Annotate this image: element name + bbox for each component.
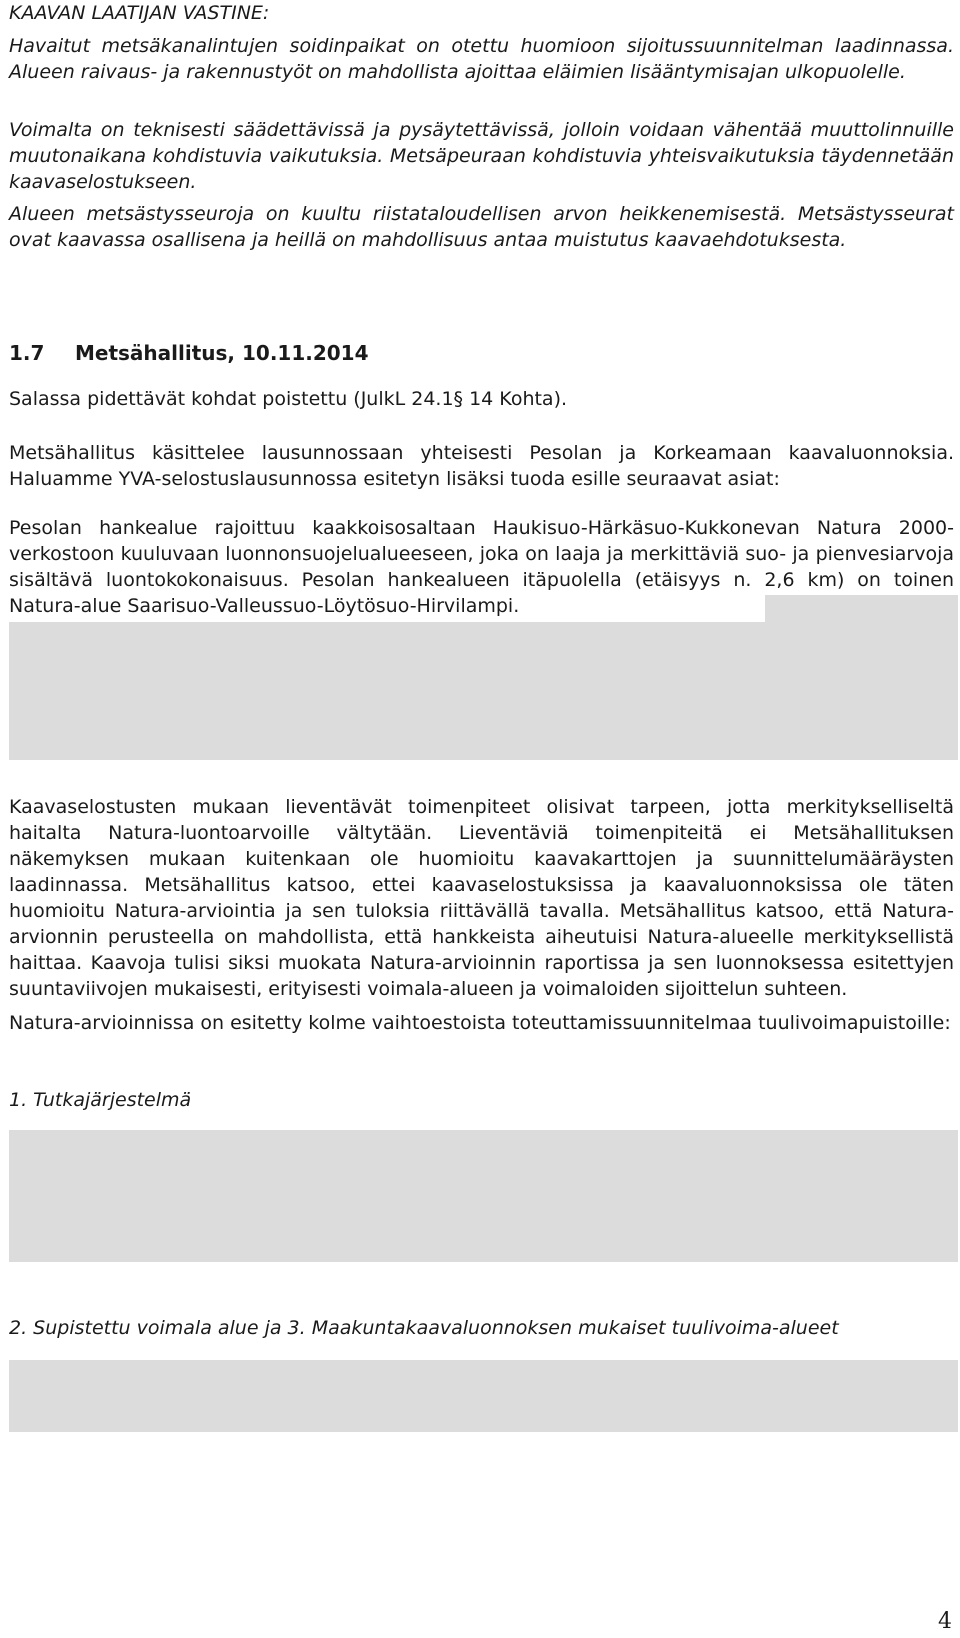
confidential-note: Salassa pidettävät kohdat poistettu (JulkL 24.1§ 14 Kohta).	[9, 388, 568, 410]
reply-paragraph-2: Voimalta on teknisesti säädettävissä ja pysäytettävissä, jolloin voidaan vähentää muuttolinnuille muutonaikana kohdistuvia vaikutuksia. Metsäpeuraan kohdistuvia yhteisvaikutuksia täydennetään kaavaselostukseen.	[9, 119, 954, 193]
page-number: 4	[938, 1609, 952, 1634]
reply-paragraph-1: Havaitut metsäkanalintujen soidinpaikat on otettu huomioon sijoitussuunnitelman laadinnassa. Alueen raivaus- ja rakennustyöt on mahdollista ajoittaa eläimien lisääntymisajan ulkopuolelle.	[9, 35, 954, 83]
redacted-block-3	[9, 1360, 958, 1432]
reply-paragraph-3: Alueen metsästysseuroja on kuultu riistataloudellisen arvon heikkenemisestä. Metsästysseurat ovat kaavassa osallisena ja heillä on mahdollisuus antaa muistutus kaavaehdotuksesta.	[9, 203, 954, 251]
redacted-block-1	[9, 622, 958, 760]
section-heading	[9, 339, 369, 367]
redacted-block-1-tail	[765, 595, 958, 625]
mitigation-paragraph: Kaavaselostusten mukaan lieventävät toimenpiteet olisivat tarpeen, jotta merkitykselliseltä haitalta Natura-luontoarvoille vältytään. Lieventäviä toimenpiteitä ei Metsähallituksen näkemyksen mukaan kuitenkaan ole huomioitu kaavakarttojen ja suunnittelumääräysten laadinnassa. Metsähallitus katsoo, ettei kaavaselostuksissa ja kaavaluonnoksissa ole täten huomioitu Natura-arviointia ja sen tuloksia riittävällä tavalla. Metsähallitus katsoo, että Natura-arvionnin perusteella on mahdollista, että hankkeista aiheutuisi Natura-alueelle merkityksellistä haittaa. Kaavoja tulisi siksi muokata Natura-arvioinnin raportissa ja sen luonnoksessa esitettyjen suuntaviivojen mukaisesti, erityisesti voimala-alueen ja voimaloiden sijoittelun suhteen.	[9, 796, 954, 1000]
alternatives-intro: Natura-arvioinnissa on esitetty kolme vaihtoestoista toteuttamissuunnitelmaa tuulivoimapuistoille:	[9, 1012, 951, 1034]
reply-header: KAAVAN LAATIJAN VASTINE:	[9, 2, 270, 24]
alternative-2-3: 2. Supistettu voimala alue ja 3. Maakuntakaavaluonnoksen mukaiset tuulivoima-alueet	[9, 1317, 839, 1339]
section-number: 1.7	[9, 341, 45, 365]
redacted-block-2	[9, 1130, 958, 1262]
alternative-1: 1. Tutkajärjestelmä	[9, 1089, 192, 1111]
section-title: Metsähallitus, 10.11.2014	[75, 341, 369, 365]
natura-paragraph: Pesolan hankealue rajoittuu kaakkoisosaltaan Haukisuo-Härkäsuo-Kukkonevan Natura 2000-verkostoon kuuluvaan luonnonsuojelualueeseen, joka on laaja ja merkittäviä suo- ja pienvesiarvoja sisältävä luontokokonaisuus. Pesolan hankealueen itäpuolella (etäisyys n. 2,6 km) on toinen Natura-alue Saarisuo-Valleussuo-Löytösuo-Hirvilampi.	[9, 517, 954, 617]
intro-paragraph: Metsähallitus käsittelee lausunnossaan yhteisesti Pesolan ja Korkeamaan kaavaluonnoksia. Haluamme YVA-selostuslausunnossa esitetyn lisäksi tuoda esille seuraavat asiat:	[9, 442, 954, 490]
